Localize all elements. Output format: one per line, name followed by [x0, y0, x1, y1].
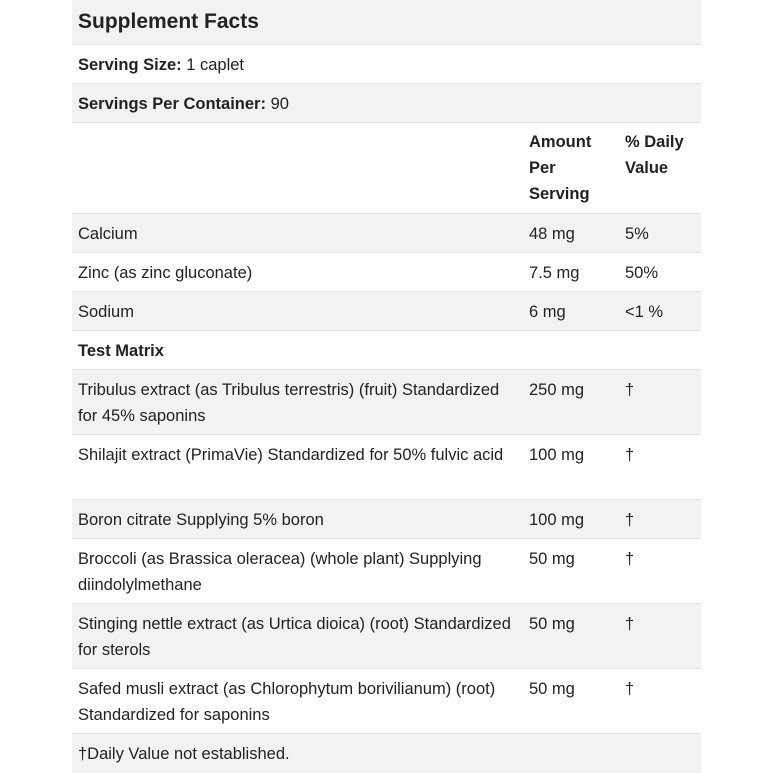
section-title: Test Matrix: [78, 342, 164, 360]
servings-per-container-value: 90: [265, 95, 289, 113]
ingredient-amount: 50 mg: [529, 680, 575, 698]
table-row: [72, 669, 701, 734]
ingredient-daily-value: †: [625, 381, 635, 399]
nutrient-daily-value: 5%: [625, 225, 649, 243]
table-row: [72, 604, 701, 669]
column-header-row: [72, 123, 701, 214]
ingredient-amount: 100 mg: [529, 446, 585, 464]
ingredient-amount: 50 mg: [529, 615, 575, 633]
ingredient-name: Stinging nettle extract (as Urtica dioica) (root) Standardized for sterols: [78, 615, 511, 659]
footnote: †Daily Value not established.: [78, 745, 290, 763]
nutrient-amount: 7.5 mg: [529, 264, 580, 282]
ingredient-name: Tribulus extract (as Tribulus terrestris) (fruit) Standardized for 45% saponins: [78, 381, 500, 425]
nutrient-amount: 48 mg: [529, 225, 575, 243]
table-row: [72, 500, 701, 539]
nutrient-name: Calcium: [78, 225, 138, 243]
table-row: [72, 253, 701, 292]
ingredient-daily-value: †: [625, 511, 635, 529]
nutrient-daily-value: <1 %: [625, 303, 664, 321]
ingredient-daily-value: †: [625, 615, 635, 633]
table-row: [72, 370, 701, 435]
supplement-facts-table: [72, 0, 701, 773]
header-daily-value: % Daily Value: [625, 133, 684, 177]
ingredient-amount: 250 mg: [529, 381, 585, 399]
ingredient-name: Safed musli extract (as Chlorophytum borivilianum) (root) Standardized for saponins: [78, 680, 496, 724]
ingredient-daily-value: †: [625, 550, 635, 568]
nutrient-name: Zinc (as zinc gluconate): [78, 264, 253, 282]
servings-per-container-label: Servings Per Container:: [78, 95, 266, 113]
footnote-row: [72, 734, 701, 773]
ingredient-amount: 100 mg: [529, 511, 585, 529]
table-row: [72, 539, 701, 604]
ingredient-name: Boron citrate Supplying 5% boron: [78, 511, 324, 529]
table-row: [72, 292, 701, 331]
ingredient-name: Broccoli (as Brassica oleracea) (whole plant) Supplying diindolylmethane: [78, 550, 482, 594]
nutrient-amount: 6 mg: [529, 303, 566, 321]
header-name-spacer: [72, 123, 523, 213]
ingredient-daily-value: †: [625, 446, 635, 464]
nutrient-daily-value: 50%: [625, 264, 659, 282]
serving-size-value: 1 caplet: [181, 56, 244, 74]
nutrient-name: Sodium: [78, 303, 134, 321]
servings-per-container-row: [72, 84, 701, 123]
serving-size-label: Serving Size:: [78, 56, 182, 74]
table-row: [72, 214, 701, 253]
serving-size: [72, 45, 701, 83]
table-title: Supplement Facts: [78, 10, 259, 33]
section-header-row: [72, 331, 701, 370]
header-amount: Amount Per Serving: [529, 133, 592, 203]
servings-per-container: [72, 84, 701, 122]
serving-size-row: [72, 45, 701, 84]
ingredient-name: Shilajit extract (PrimaVie) Standardized for 50% fulvic acid: [78, 446, 504, 464]
ingredient-amount: 50 mg: [529, 550, 575, 568]
ingredient-daily-value: †: [625, 680, 635, 698]
table-title-row: [72, 0, 701, 45]
table-row: [72, 435, 701, 500]
